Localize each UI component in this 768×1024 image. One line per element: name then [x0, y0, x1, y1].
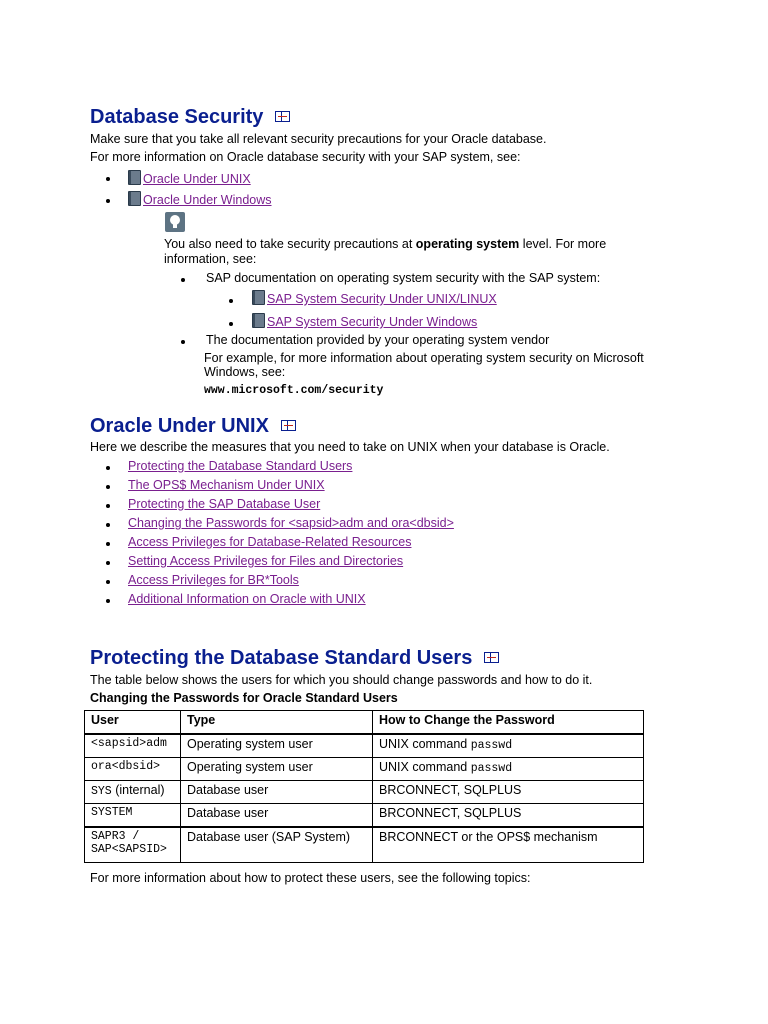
link-protecting-sap-db-user[interactable]: Protecting the SAP Database User — [128, 497, 321, 511]
navigation-icon[interactable] — [275, 111, 290, 122]
table-row — [85, 734, 644, 758]
cell-user: <sapsid>adm — [85, 734, 181, 758]
cell-user: ora<dbsid> — [85, 758, 181, 781]
bullet — [106, 485, 110, 489]
bullet — [106, 504, 110, 508]
list-item — [128, 191, 272, 208]
link-access-br-tools[interactable]: Access Privileges for BR*Tools — [128, 573, 299, 587]
paragraph: For example, for more information about operating system security on Microsoft — [204, 351, 644, 365]
cell-how: BRCONNECT, SQLPLUS — [373, 804, 644, 828]
bullet — [229, 299, 233, 303]
cell-how: BRCONNECT or the OPS$ mechanism — [373, 827, 644, 863]
cell-type: Database user (SAP System) — [181, 827, 373, 863]
cell-type: Database user — [181, 781, 373, 804]
link-protecting-standard-users[interactable]: Protecting the Database Standard Users — [128, 459, 353, 473]
section-heading-database-security: Database Security — [90, 106, 290, 128]
cell-how: UNIX command passwd — [373, 734, 644, 758]
standard-users-table — [84, 710, 644, 863]
link-sap-security-windows[interactable]: SAP System Security Under Windows — [267, 315, 478, 329]
bullet — [181, 278, 185, 282]
bullet — [106, 542, 110, 546]
list-item: SAP documentation on operating system security with the SAP system: — [206, 271, 601, 285]
cell-how: UNIX command passwd — [373, 758, 644, 781]
link-sap-security-unix-linux[interactable]: SAP System Security Under UNIX/LINUX — [267, 292, 497, 306]
navigation-icon[interactable] — [484, 652, 499, 663]
url-text: www.microsoft.com/security — [204, 384, 384, 397]
paragraph: Make sure that you take all relevant security precautions for your Oracle database. — [90, 132, 547, 146]
section-heading-oracle-under-unix: Oracle Under UNIX — [90, 415, 296, 437]
column-header-user: User — [85, 711, 181, 735]
bullet — [106, 599, 110, 603]
bullet — [106, 561, 110, 565]
list-item — [252, 290, 497, 307]
cell-type: Operating system user — [181, 758, 373, 781]
list-item: The documentation provided by your operating system vendor — [206, 333, 550, 347]
cell-type: Database user — [181, 804, 373, 828]
bullet — [106, 199, 110, 203]
paragraph: For more information on Oracle database security with your SAP system, see: — [90, 150, 521, 164]
tip-paragraph: You also need to take security precautions at operating system level. For more — [164, 237, 607, 251]
tip-paragraph-cont: information, see: — [164, 252, 257, 266]
navigation-icon[interactable] — [281, 420, 296, 431]
bullet — [106, 177, 110, 181]
paragraph: For more information about how to protect these users, see the following topics: — [90, 871, 531, 885]
book-icon — [128, 191, 141, 206]
table-row — [85, 758, 644, 781]
lightbulb-tip-icon — [165, 212, 185, 232]
paragraph: Here we describe the measures that you need to take on UNIX when your database is Oracle. — [90, 440, 610, 454]
table-row — [85, 804, 644, 828]
cell-type: Operating system user — [181, 734, 373, 758]
link-ops-mechanism[interactable]: The OPS$ Mechanism Under UNIX — [128, 478, 325, 492]
table-row — [85, 827, 644, 863]
table-caption: Changing the Passwords for Oracle Standard Users — [90, 691, 398, 705]
bullet — [106, 580, 110, 584]
paragraph: Windows, see: — [204, 365, 286, 379]
cell-user: SYSTEM — [85, 804, 181, 828]
link-changing-passwords[interactable]: Changing the Passwords for <sapsid>adm and ora<dbsid> — [128, 516, 454, 530]
book-icon — [128, 170, 141, 185]
cell-how: BRCONNECT, SQLPLUS — [373, 781, 644, 804]
bullet — [106, 466, 110, 470]
bullet — [229, 322, 233, 326]
bullet — [106, 523, 110, 527]
column-header-type: Type — [181, 711, 373, 735]
book-icon — [252, 313, 265, 328]
paragraph: The table below shows the users for which you should change passwords and how to do it. — [90, 673, 593, 687]
book-icon — [252, 290, 265, 305]
bullet — [181, 340, 185, 344]
link-oracle-under-unix[interactable]: Oracle Under UNIX — [143, 172, 251, 186]
link-oracle-under-windows[interactable]: Oracle Under Windows — [143, 193, 272, 207]
list-item — [252, 313, 477, 330]
column-header-how: How to Change the Password — [373, 711, 644, 735]
list-item — [128, 170, 251, 187]
cell-user: SAPR3 / SAP<SAPSID> — [85, 827, 181, 863]
link-access-db-resources[interactable]: Access Privileges for Database-Related Resources — [128, 535, 412, 549]
table-header-row — [85, 711, 644, 735]
link-additional-info-unix[interactable]: Additional Information on Oracle with UNIX — [128, 592, 366, 606]
link-setting-access-privileges[interactable]: Setting Access Privileges for Files and Directories — [128, 554, 404, 568]
table-row — [85, 781, 644, 804]
section-heading-standard-users: Protecting the Database Standard Users — [90, 647, 499, 669]
cell-user: SYS (internal) — [85, 781, 181, 804]
